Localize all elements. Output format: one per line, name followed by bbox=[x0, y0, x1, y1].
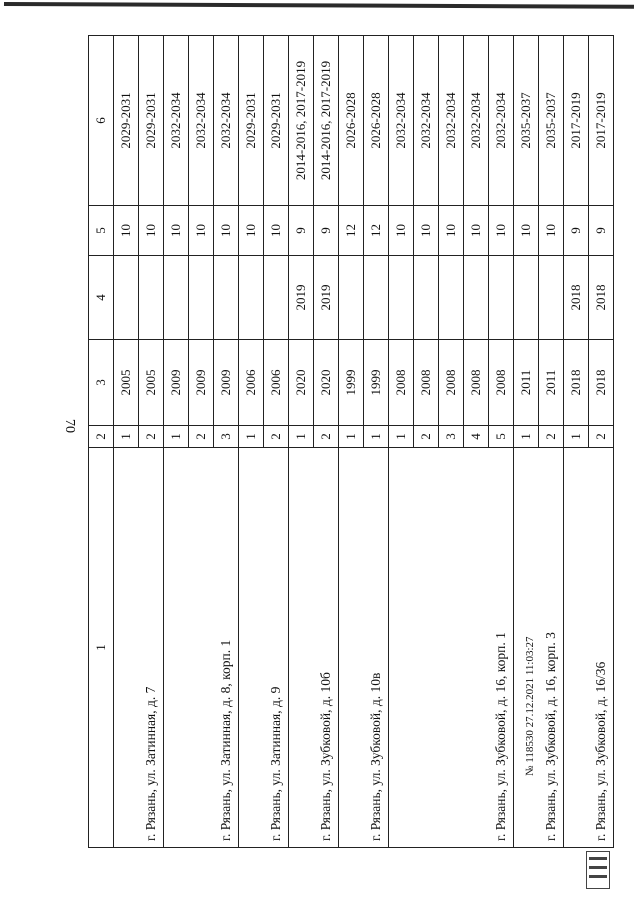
year-built-cell: 2009 bbox=[214, 340, 239, 426]
year-built-cell: 2020 bbox=[314, 340, 339, 426]
year-built-cell: 2011 bbox=[514, 340, 539, 426]
page-number: 70 bbox=[62, 419, 77, 433]
year-built-cell: 1999 bbox=[364, 340, 389, 426]
year-repaired-cell bbox=[364, 256, 389, 340]
period-cell: 12 bbox=[364, 206, 389, 256]
item-number-cell: 1 bbox=[164, 426, 189, 448]
year-built-cell: 2006 bbox=[264, 340, 289, 426]
item-number-cell: 1 bbox=[339, 426, 364, 448]
year-repaired-cell bbox=[214, 256, 239, 340]
year-repaired-cell: 2019 bbox=[289, 256, 314, 340]
year-repaired-cell bbox=[239, 256, 264, 340]
table-row bbox=[564, 36, 589, 848]
table-row bbox=[389, 36, 414, 848]
registration-stamp bbox=[520, 536, 534, 776]
item-number-cell: 1 bbox=[239, 426, 264, 448]
year-built-cell: 2018 bbox=[564, 340, 589, 426]
year-repaired-cell bbox=[339, 256, 364, 340]
period-cell: 10 bbox=[439, 206, 464, 256]
year-repaired-cell bbox=[139, 256, 164, 340]
table-row bbox=[114, 36, 139, 848]
interval-cell: 2029-2031 bbox=[139, 36, 164, 206]
year-repaired-cell: 2018 bbox=[564, 256, 589, 340]
year-repaired-cell bbox=[514, 256, 539, 340]
header-col-1: 1 bbox=[89, 448, 114, 848]
year-repaired-cell bbox=[264, 256, 289, 340]
period-cell: 9 bbox=[289, 206, 314, 256]
table-header-row bbox=[89, 36, 114, 848]
stamp-text: № 118530 27.12.2021 11:03:27 bbox=[524, 636, 536, 776]
document-seal-icon bbox=[586, 851, 610, 889]
item-number-cell: 1 bbox=[289, 426, 314, 448]
year-built-cell: 2006 bbox=[239, 340, 264, 426]
header-col-2: 2 bbox=[89, 426, 114, 448]
period-cell: 10 bbox=[389, 206, 414, 256]
item-number-cell: 2 bbox=[589, 426, 614, 448]
interval-cell: 2014-2016, 2017-2019 bbox=[314, 36, 339, 206]
item-number-cell: 2 bbox=[189, 426, 214, 448]
interval-cell: 2029-2031 bbox=[264, 36, 289, 206]
period-cell: 10 bbox=[189, 206, 214, 256]
period-cell: 9 bbox=[564, 206, 589, 256]
table-row bbox=[164, 36, 189, 848]
year-built-cell: 2008 bbox=[439, 340, 464, 426]
interval-cell: 2032-2034 bbox=[464, 36, 489, 206]
item-number-cell: 4 bbox=[464, 426, 489, 448]
year-repaired-cell bbox=[439, 256, 464, 340]
interval-cell: 2032-2034 bbox=[414, 36, 439, 206]
period-cell: 9 bbox=[589, 206, 614, 256]
interval-cell: 2032-2034 bbox=[214, 36, 239, 206]
year-repaired-cell bbox=[164, 256, 189, 340]
period-cell: 12 bbox=[339, 206, 364, 256]
table-row bbox=[289, 36, 314, 848]
year-repaired-cell bbox=[464, 256, 489, 340]
period-cell: 10 bbox=[239, 206, 264, 256]
year-repaired-cell bbox=[389, 256, 414, 340]
year-built-cell: 2008 bbox=[389, 340, 414, 426]
year-built-cell: 2008 bbox=[414, 340, 439, 426]
item-number-cell: 3 bbox=[439, 426, 464, 448]
item-number-cell: 3 bbox=[214, 426, 239, 448]
item-number-cell: 1 bbox=[114, 426, 139, 448]
header-col-6: 6 bbox=[89, 36, 114, 206]
period-cell: 10 bbox=[164, 206, 189, 256]
period-cell: 10 bbox=[489, 206, 514, 256]
item-number-cell: 2 bbox=[539, 426, 564, 448]
interval-cell: 2032-2034 bbox=[164, 36, 189, 206]
period-cell: 10 bbox=[414, 206, 439, 256]
year-built-cell: 2008 bbox=[464, 340, 489, 426]
address-cell: г. Рязань, ул. Затинная, д. 7 bbox=[114, 448, 164, 848]
period-cell: 10 bbox=[139, 206, 164, 256]
interval-cell: 2035-2037 bbox=[539, 36, 564, 206]
year-built-cell: 2005 bbox=[114, 340, 139, 426]
year-built-cell: 2009 bbox=[164, 340, 189, 426]
year-built-cell: 2005 bbox=[139, 340, 164, 426]
year-built-cell: 2020 bbox=[289, 340, 314, 426]
interval-cell: 2017-2019 bbox=[589, 36, 614, 206]
table-row bbox=[239, 36, 264, 848]
header-col-5: 5 bbox=[89, 206, 114, 256]
header-col-4: 4 bbox=[89, 256, 114, 340]
item-number-cell: 1 bbox=[364, 426, 389, 448]
item-number-cell: 2 bbox=[139, 426, 164, 448]
interval-cell: 2032-2034 bbox=[489, 36, 514, 206]
item-number-cell: 2 bbox=[264, 426, 289, 448]
address-cell: г. Рязань, ул. Затинная, д. 9 bbox=[239, 448, 289, 848]
item-number-cell: 2 bbox=[414, 426, 439, 448]
year-repaired-cell: 2019 bbox=[314, 256, 339, 340]
year-built-cell: 2008 bbox=[489, 340, 514, 426]
address-cell: г. Рязань, ул. Затинная, д. 8, корп. 1 bbox=[164, 448, 239, 848]
item-number-cell: 5 bbox=[489, 426, 514, 448]
interval-cell: 2026-2028 bbox=[364, 36, 389, 206]
interval-cell: 2029-2031 bbox=[239, 36, 264, 206]
period-cell: 10 bbox=[514, 206, 539, 256]
period-cell: 10 bbox=[539, 206, 564, 256]
address-cell: г. Рязань, ул. Зубковой, д. 16, корп. 3 bbox=[514, 448, 564, 848]
period-cell: 10 bbox=[264, 206, 289, 256]
item-number-cell: 1 bbox=[514, 426, 539, 448]
year-repaired-cell: 2018 bbox=[589, 256, 614, 340]
interval-cell: 2032-2034 bbox=[189, 36, 214, 206]
interval-cell: 2026-2028 bbox=[339, 36, 364, 206]
year-repaired-cell bbox=[539, 256, 564, 340]
interval-cell: 2017-2019 bbox=[564, 36, 589, 206]
year-repaired-cell bbox=[114, 256, 139, 340]
address-cell: г. Рязань, ул. Зубковой, д. 10б bbox=[289, 448, 339, 848]
address-cell: г. Рязань, ул. Зубковой, д. 16/36 bbox=[564, 448, 614, 848]
period-cell: 9 bbox=[314, 206, 339, 256]
interval-cell: 2029-2031 bbox=[114, 36, 139, 206]
interval-cell: 2014-2016, 2017-2019 bbox=[289, 36, 314, 206]
year-built-cell: 2018 bbox=[589, 340, 614, 426]
table-row bbox=[339, 36, 364, 848]
top-scan-edge bbox=[4, 2, 634, 9]
header-col-3: 3 bbox=[89, 340, 114, 426]
year-built-cell: 2011 bbox=[539, 340, 564, 426]
interval-cell: 2032-2034 bbox=[389, 36, 414, 206]
period-cell: 10 bbox=[464, 206, 489, 256]
address-cell: г. Рязань, ул. Зубковой, д. 10в bbox=[339, 448, 389, 848]
period-cell: 10 bbox=[214, 206, 239, 256]
item-number-cell: 2 bbox=[314, 426, 339, 448]
year-repaired-cell bbox=[489, 256, 514, 340]
year-built-cell: 1999 bbox=[339, 340, 364, 426]
address-cell: г. Рязань, ул. Зубковой, д. 16, корп. 1 bbox=[389, 448, 514, 848]
period-cell: 10 bbox=[114, 206, 139, 256]
year-repaired-cell bbox=[189, 256, 214, 340]
year-built-cell: 2009 bbox=[189, 340, 214, 426]
item-number-cell: 1 bbox=[564, 426, 589, 448]
interval-cell: 2035-2037 bbox=[514, 36, 539, 206]
item-number-cell: 1 bbox=[389, 426, 414, 448]
interval-cell: 2032-2034 bbox=[439, 36, 464, 206]
year-repaired-cell bbox=[414, 256, 439, 340]
